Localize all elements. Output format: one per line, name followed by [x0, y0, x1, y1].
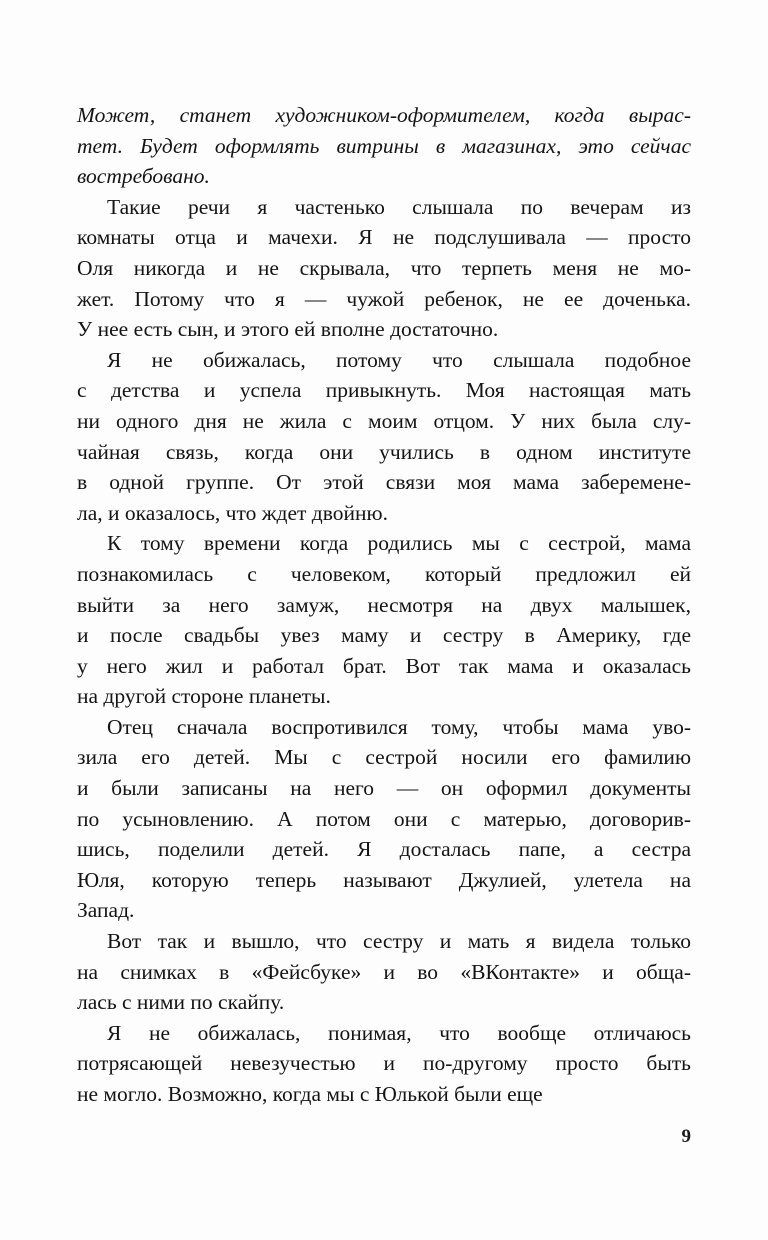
text-line: и были записаны на него — он оформил документы [77, 776, 691, 801]
text-line: тет. Будет оформлять витрины в магазинах, это сейчас [77, 133, 691, 158]
text-line: чайная связь, когда они учились в одном институте [77, 439, 691, 464]
text-line: К тому времени когда родились мы с сестрой, мама [107, 531, 691, 556]
text-line: на снимках в «Фейсбуке» и во «ВКонтакте» и обща- [77, 959, 691, 984]
page-text [77, 100, 691, 1110]
text-line: Я не обижалась, потому что слышала подобное [107, 347, 691, 372]
text-line: лась с ними по скайпу. [77, 990, 285, 1015]
text-line: Я не обижалась, понимая, что вообще отличаюсь [107, 1020, 691, 1045]
text-line: Может, станет художником-оформителем, когда вырас- [77, 103, 691, 127]
text-line: и после свадьбы увез маму и сестру в Америку, где [77, 623, 691, 648]
text-line: У нее есть сын, и этого ей вполне достаточно. [77, 317, 499, 342]
text-line: Отец сначала воспротивился тому, чтобы мама уво- [107, 714, 691, 739]
text-line: по усыновлению. А потом они с матерью, договорив- [77, 806, 691, 831]
text-line: не могло. Возможно, когда мы с Юлькой были еще [77, 1082, 543, 1106]
text-line: потрясающей невезучестью и по-другому просто быть [77, 1051, 691, 1076]
text-line: в одной группе. От этой связи моя мама заберемене- [77, 470, 691, 495]
paragraph [77, 926, 691, 1018]
text-line: с детства и успела привыкнуть. Моя настоящая мать [77, 378, 691, 403]
paragraph [77, 345, 691, 529]
text-line: шись, поделили детей. Я досталась папе, а сестра [77, 837, 691, 862]
text-line: Такие речи я частенько слышала по вечерам из [107, 194, 691, 219]
text-line: ни одного дня не жила с моим отцом. У них была слу- [77, 408, 691, 433]
page-number: 9 [681, 1126, 691, 1147]
text-line: выйти за него замуж, несмотря на двух малышек, [77, 592, 691, 617]
text-line: Оля никогда и не скрывала, что терпеть меня не мо- [77, 255, 691, 280]
text-line: Вот так и вышло, что сестру и мать я видела только [107, 929, 691, 954]
text-line: Запад. [77, 898, 135, 923]
paragraph [77, 192, 691, 345]
text-line: жет. Потому что я — чужой ребенок, не ее доченька. [77, 286, 691, 311]
text-line: Юля, которую теперь называют Джулией, улетела на [77, 867, 691, 892]
text-line: востребовано. [77, 164, 210, 189]
paragraph [77, 712, 691, 926]
text-line: познакомилась с человеком, который предложил ей [77, 561, 691, 586]
paragraph [77, 528, 691, 712]
text-line: ла, и оказалось, что ждет двойню. [77, 500, 388, 525]
text-line: зила его детей. Мы с сестрой носили его фамилию [77, 745, 691, 770]
paragraph [77, 100, 691, 192]
text-line: у него жил и работал брат. Вот так мама и оказалась [77, 653, 691, 678]
text-line: на другой стороне планеты. [77, 684, 331, 709]
text-line: комнаты отца и мачехи. Я не подслушивала — просто [77, 225, 691, 250]
paragraph [77, 1018, 691, 1110]
